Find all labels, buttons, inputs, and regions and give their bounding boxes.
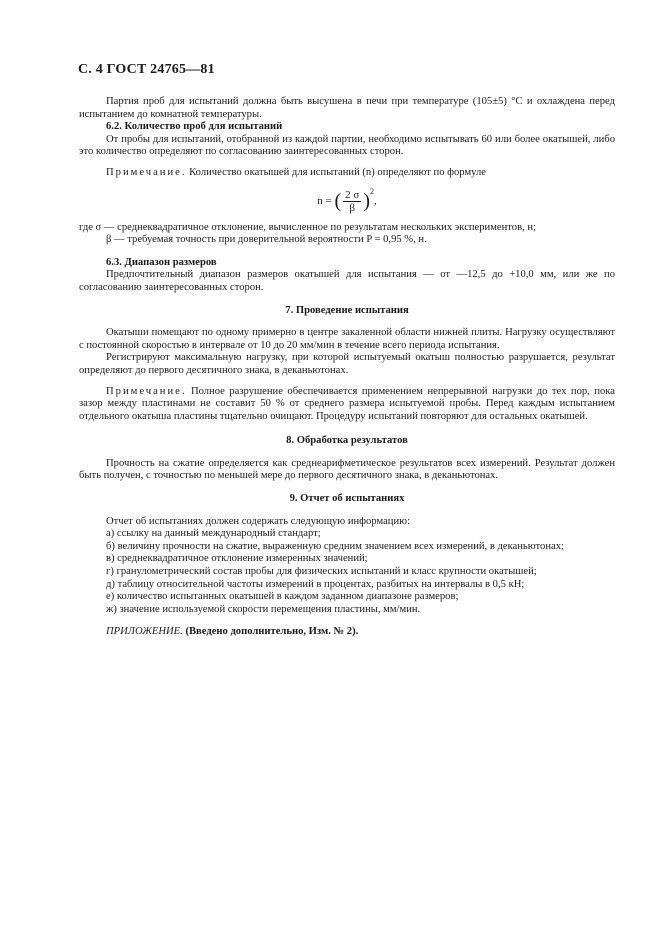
paragraph-size-range: Предпочтительный диапазон размеров окатышей для испытания — от —12,5 до +10,0 мм, или же по согласованию заинтересованных сторон. xyxy=(79,269,615,293)
note-text: Количество окатышей для испытаний (n) определяют по формуле xyxy=(189,166,486,178)
where-beta: β — требуемая точность при доверительной вероятности P = 0,95 %, н. xyxy=(106,234,427,246)
list-item: в) среднеквадратичное отклонение измеренных значений; xyxy=(106,553,368,565)
document-body xyxy=(79,96,615,639)
formula-denominator: β xyxy=(349,201,356,214)
paragraph-8-1: Прочность на сжатие определяется как среднеарифметическое результатов всех измерений. Результат должен быть получен, с точностью по меньшей мере до первого десятичного знака, в деканьютонах. xyxy=(79,457,615,482)
formula-n xyxy=(79,186,615,216)
paragraph-9-intro: Отчет об испытаниях должен содержать следующую информацию: xyxy=(106,515,411,527)
where-sigma: где σ — среднеквадратичное отклонение, вычисленное по результатам нескольких экспериментов, н; xyxy=(79,221,537,233)
formula-tail: , xyxy=(374,194,377,207)
paragraph-sample-count: От пробы для испытаний, отобранной из каждой партии, необходимо испытывать 60 или более окатышей, либо это количество определяют по согласованию заинтересованных сторон. xyxy=(79,133,615,158)
note-text: Полное разрушение обеспечивается применением непрерывной нагрузки до тех пор, пока зазор между пластинами не составит 50 % от среднего размера испытуемой пробы. Перед каждым испытанием отдельного окатыша пластины тщательно очищают. Процедуру испытаний повторяют для остальных окатышей. xyxy=(79,385,615,422)
appendix-note xyxy=(79,626,615,639)
note-6-2 xyxy=(79,167,615,180)
formula-paren-left: ( xyxy=(334,189,342,212)
list-item: а) ссылку на данный международный стандарт; xyxy=(106,528,321,540)
section-9-title: 9. Отчет об испытаниях xyxy=(289,493,405,505)
appendix-text: (Введено дополнительно, Изм. № 2). xyxy=(185,626,359,638)
section-7-title: 7. Проведение испытания xyxy=(285,304,409,316)
note-label: Примечание. xyxy=(106,166,187,178)
list-item: б) величину прочности на сжатие, выраженную средним значением всех измерений, в деканьютонах; xyxy=(106,540,564,552)
formula-numerator: 2 σ xyxy=(345,188,360,201)
note-7 xyxy=(79,386,615,424)
list-item: е) количество испытанных окатышей в каждом заданном диапазоне размеров; xyxy=(106,591,459,603)
formula-lhs: n = xyxy=(317,194,332,207)
paragraph-7-2: Регистрируют максимальную нагрузку, при которой испытуемый окатыш полностью разрушается, результат определяют до первого десятичного знака, в деканьютонах. xyxy=(79,352,615,376)
paragraph-drying: Партия проб для испытаний должна быть высушена в печи при температуре (105±5) °С и охлаждена перед испытанием до комнатной температуры. xyxy=(79,96,615,120)
formula-exponent: 2 xyxy=(370,186,374,196)
list-item: д) таблицу относительной частоты измерений в процентах, разбитых на интервалы в 0,5 кН; xyxy=(106,578,525,590)
report-list xyxy=(79,528,615,616)
formula-fraction xyxy=(343,189,361,214)
list-item: ж) значение используемой скорости перемещения пластины, мм/мин. xyxy=(106,603,421,615)
list-item: г) гранулометрический состав пробы для физических испытаний и класс крупности окатышей; xyxy=(106,566,537,578)
section-6-2-heading: 6.2. Количество проб для испытаний xyxy=(106,121,283,133)
page-header: С. 4 ГОСТ 24765—81 xyxy=(78,62,215,77)
formula-paren-right: ) xyxy=(363,189,370,212)
section-8-title: 8. Обработка результатов xyxy=(286,435,408,447)
appendix-label: ПРИЛОЖЕНИЕ. xyxy=(106,626,183,638)
note-label: Примечание. xyxy=(106,385,187,397)
paragraph-7-1: Окатыши помещают по одному примерно в центре закаленной области нижней плиты. Нагрузку осуществляют с постоянной скоростью в интервале от 10 до 20 мм/мин в течение всего периода испытания. xyxy=(79,327,615,351)
section-6-3-heading: 6.3. Диапазон размеров xyxy=(106,256,217,268)
